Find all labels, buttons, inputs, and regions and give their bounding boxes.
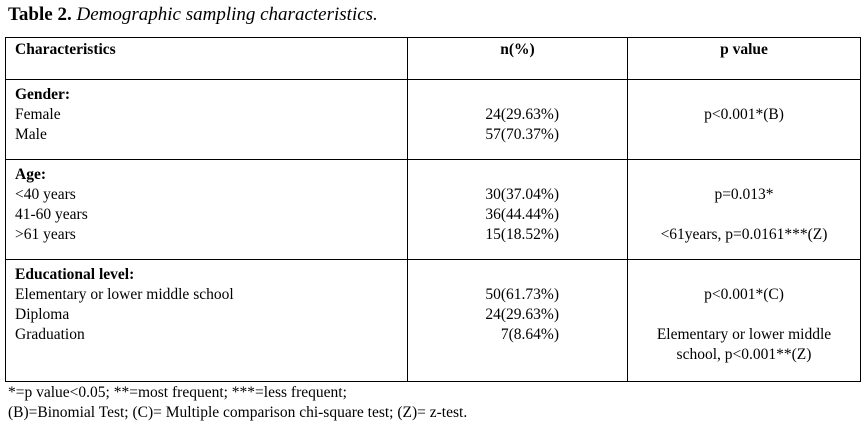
row-label-graduation: Graduation [15, 326, 85, 343]
count-elementary: 50(61.73%) [485, 286, 559, 303]
table-header-row [6, 38, 861, 80]
group-title-education: Educational level: [15, 266, 135, 283]
education-group [6, 260, 861, 382]
p-value-age: p=0.013* [714, 186, 774, 203]
caption-label: Table 2. [8, 4, 72, 25]
group-title-gender: Gender: [15, 86, 71, 103]
education-labels [6, 260, 408, 382]
count-male: 57(70.37%) [485, 126, 559, 143]
p-value-education-ztest-line1: Elementary or lower middle [656, 326, 832, 343]
count-diploma: 24(29.63%) [485, 306, 559, 323]
count-female: 24(29.63%) [485, 106, 559, 123]
caption-text: Demographic sampling characteristics. [76, 4, 378, 25]
row-label-diploma: Diploma [15, 306, 70, 323]
p-value-education: p<0.001*(C) [704, 286, 784, 303]
age-p-value [628, 160, 861, 260]
count-over-61: 15(18.52%) [485, 226, 559, 243]
row-label-over-61: >61 years [15, 226, 76, 243]
age-counts [408, 160, 628, 260]
education-p-value [628, 260, 861, 382]
education-counts [408, 260, 628, 382]
table-caption [8, 4, 378, 26]
p-value-age-ztest: <61years, p=0.0161***(Z) [660, 226, 828, 243]
footnote-tests: (B)=Binomial Test; (C)= Multiple comparison chi-square test; (Z)= z-test. [8, 404, 468, 421]
p-value-gender: p<0.001*(B) [704, 106, 784, 123]
gender-p-value [628, 80, 861, 160]
demographic-table [5, 37, 861, 382]
gender-group [6, 80, 861, 160]
header-n-percent: n(%) [408, 38, 628, 80]
count-graduation: 7(8.64%) [500, 326, 559, 343]
row-label-male: Male [15, 126, 47, 143]
table-footnotes [8, 383, 467, 423]
count-under-40: 30(37.04%) [485, 186, 559, 203]
header-p-value: p value [628, 38, 861, 80]
count-41-60: 36(44.44%) [485, 206, 559, 223]
row-label-41-60: 41-60 years [15, 206, 88, 223]
age-group [6, 160, 861, 260]
header-characteristics: Characteristics [6, 38, 408, 80]
row-label-elementary: Elementary or lower middle school [15, 286, 234, 303]
row-label-under-40: <40 years [15, 186, 76, 203]
row-label-female: Female [15, 106, 61, 123]
age-labels [6, 160, 408, 260]
gender-labels [6, 80, 408, 160]
gender-counts [408, 80, 628, 160]
footnote-significance: *=p value<0.05; **=most frequent; ***=less frequent; [8, 384, 347, 401]
group-title-age: Age: [15, 166, 46, 183]
p-value-education-ztest-line2: school, p<0.001**(Z) [676, 346, 812, 363]
